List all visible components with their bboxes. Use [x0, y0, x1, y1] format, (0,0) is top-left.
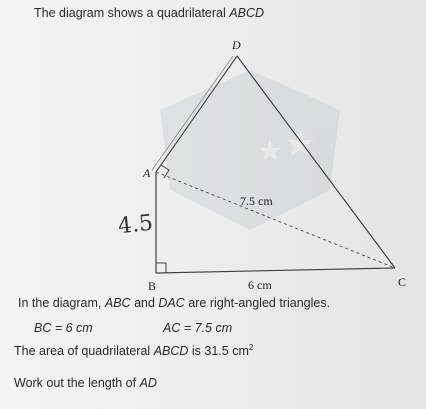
right-angle-b	[156, 263, 166, 273]
label-ac-length: 7.5 cm	[240, 194, 273, 208]
label-c: C	[398, 275, 407, 289]
label-d: D	[232, 38, 241, 52]
side-bc	[156, 268, 395, 273]
label-b: B	[148, 279, 157, 293]
statement-right-angled: In the diagram, ABC and DAC are right-angled triangles.	[18, 296, 331, 310]
given-bc: BC = 6 cm	[34, 321, 93, 335]
label-bc-length: 6 cm	[248, 278, 272, 292]
intro-sentence: The diagram shows a quadrilateral	[34, 6, 226, 20]
given-ac: AC = 7.5 cm	[163, 321, 233, 335]
task-statement: Work out the length of AD	[14, 376, 157, 390]
area-statement: The area of quadrilateral ABCD is 31.5 $cm^2$	[14, 343, 254, 359]
handwritten-note: 4.5	[116, 210, 155, 240]
intro-shape-name: ABCD	[229, 6, 264, 20]
label-a: A	[143, 166, 151, 180]
